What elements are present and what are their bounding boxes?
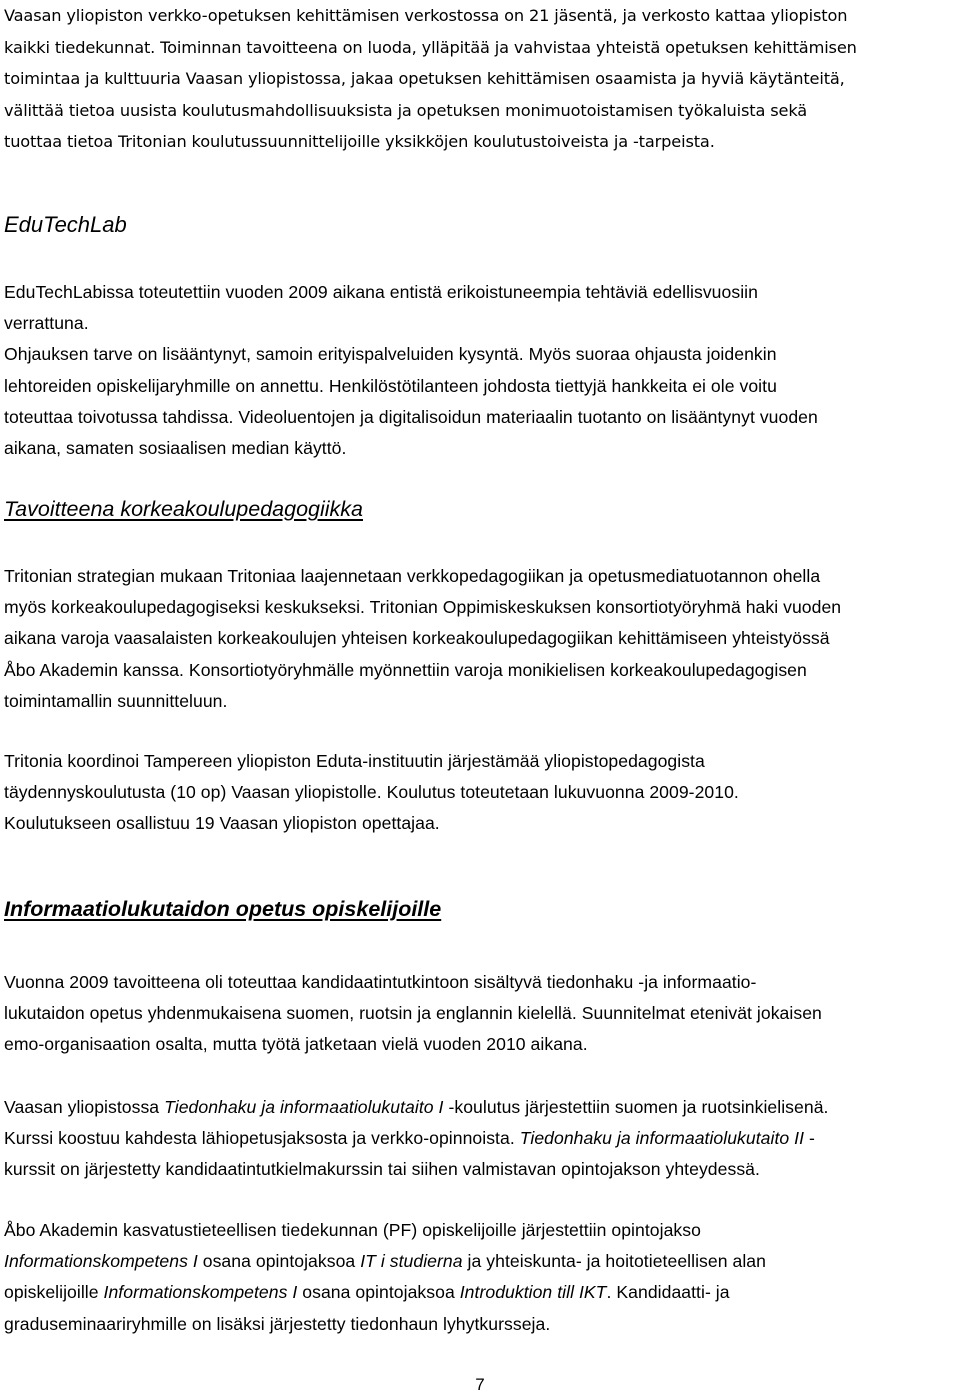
text-line: Ohjauksen tarve on lisääntynyt, samoin erityispalveluiden kysyntä. Myös suoraa ohjausta joidenkin bbox=[4, 344, 777, 365]
text-span: ja yhteiskunta- ja hoitotieteellisen alan bbox=[462, 1251, 766, 1272]
text-line: Åbo Akademin kasvatustieteellisen tiedekunnan (PF) opiskelijoille järjestettiin opintojakso bbox=[4, 1220, 701, 1240]
text-line: Tritonia koordinoi Tampereen yliopiston Eduta-instituutin järjestämää yliopistopedagogista bbox=[4, 751, 705, 771]
page-number: 7 bbox=[475, 1375, 485, 1394]
text-span: Vaasan yliopistossa bbox=[4, 1097, 165, 1117]
text-span: osana opintojaksoa bbox=[197, 1251, 361, 1272]
text-span: - bbox=[804, 1128, 815, 1149]
text-line: toimintaa ja kulttuuria Vaasan yliopistossa, jakaa opetuksen kehittämisen osaamista ja hyviä käytänteitä, bbox=[4, 69, 845, 89]
text-span: -koulutus järjestettiin suomen ja ruotsinkielisenä. bbox=[443, 1097, 829, 1117]
text-line: välittää tietoa uusista koulutusmahdollisuuksista ja opetuksen monimuotoistamisen työkaluista sekä bbox=[4, 100, 808, 120]
infolit-paragraph-2 bbox=[4, 1092, 958, 1186]
text-line: tuottaa tietoa Tritonian koulutussuunnittelijoille yksikköjen koulutustoiveista ja -tarpeista. bbox=[4, 132, 715, 152]
text-line bbox=[4, 1123, 958, 1154]
text-line: Koulutukseen osallistuu 19 Vaasan yliopiston opettajaa. bbox=[4, 813, 440, 834]
text-line: toteuttaa toivotussa tahdissa. Videoluentojen ja digitalisoidun materiaalin tuotanto on lisääntynyt vuoden bbox=[4, 406, 818, 427]
text-line: EduTechLabissa toteutettiin vuoden 2009 aikana entistä erikoistuneempia tehtäviä edellisvuosiin bbox=[4, 282, 758, 302]
edutechlab-paragraph bbox=[4, 277, 958, 464]
intro-paragraph bbox=[4, 0, 958, 158]
text-line: aikana varoja vaasalaisten korkeakoulujen yhteisen korkeakoulupedagogiikan kehittämiseen yhteistyössä bbox=[4, 628, 830, 649]
text-span: Kurssi koostuu kahdesta lähiopetusjaksosta ja verkko-opinnoista. bbox=[4, 1128, 520, 1149]
pedagogy-paragraph-2 bbox=[4, 746, 958, 840]
text-span: opiskelijoille bbox=[4, 1282, 104, 1303]
course-title: Tiedonhaku ja informaatiolukutaito I bbox=[164, 1097, 444, 1117]
text-line: Vuonna 2009 tavoitteena oli toteuttaa kandidaatintutkintoon sisältyvä tiedonhaku -ja informaatio- bbox=[4, 972, 757, 992]
course-title: Informationskompetens I bbox=[103, 1282, 298, 1303]
text-line: kaikki tiedekunnat. Toiminnan tavoitteena on luoda, ylläpitää ja vahvistaa yhteistä opetuksen kehittämisen bbox=[4, 37, 857, 57]
course-title: Introduktion till IKT bbox=[459, 1282, 607, 1303]
pedagogy-paragraph-1 bbox=[4, 561, 958, 717]
text-line: täydennyskoulutusta (10 op) Vaasan yliopistolle. Koulutus toteutetaan lukuvuonna 2009-2010. bbox=[4, 782, 739, 803]
course-title: IT i studierna bbox=[360, 1251, 463, 1272]
text-line: Vaasan yliopiston verkko-opetuksen kehittämisen verkostossa on 21 jäsentä, ja verkosto kattaa yliopiston bbox=[4, 6, 848, 25]
pedagogy-heading: Tavoitteena korkeakoulupedagogiikka bbox=[4, 497, 363, 521]
course-title: Informationskompetens I bbox=[4, 1251, 198, 1272]
text-line: aikana, samaten sosiaalisen median käyttö. bbox=[4, 438, 347, 459]
edutechlab-heading: EduTechLab bbox=[4, 212, 127, 237]
infolit-paragraph-3 bbox=[4, 1215, 958, 1340]
text-line: toimintamallin suunnitteluun. bbox=[4, 690, 228, 711]
infolit-paragraph-1 bbox=[4, 967, 958, 1061]
course-title: Tiedonhaku ja informaatiolukutaito II bbox=[519, 1128, 805, 1149]
text-line: emo-organisaation osalta, mutta työtä jatketaan vielä vuoden 2010 aikana. bbox=[4, 1034, 588, 1055]
text-line: verrattuna. bbox=[4, 313, 89, 334]
infolit-heading: Informaatiolukutaidon opetus opiskelijoille bbox=[4, 897, 442, 921]
text-line: lukutaidon opetus yhdenmukaisena suomen, ruotsin ja englannin kielellä. Suunnitelmat etenivät jokaisen bbox=[4, 1003, 822, 1024]
text-span: osana opintojaksoa bbox=[297, 1282, 460, 1303]
text-line: lehtoreiden opiskelijaryhmille on annettu. Henkilöstötilanteen johdosta tiettyjä hankkeita ei ole voitu bbox=[4, 375, 777, 396]
text-line bbox=[4, 1246, 958, 1277]
text-line bbox=[4, 1277, 958, 1308]
text-line bbox=[4, 1092, 958, 1123]
text-line: myös korkeakoulupedagogiseksi keskukseksi. Tritonian Oppimiskeskuksen konsortiotyöryhmä haki vuoden bbox=[4, 597, 842, 618]
text-line: Åbo Akademin kanssa. Konsortiotyöryhmälle myönnettiin varoja monikielisen korkeakoulupedagogisen bbox=[4, 659, 807, 680]
text-span: . Kandidaatti- ja bbox=[606, 1282, 730, 1303]
text-line: kurssit on järjestetty kandidaatintutkielmakurssin tai siihen valmistavan opintojakson yhteydessä. bbox=[4, 1159, 760, 1180]
text-line: graduseminaariryhmille on lisäksi järjestetty tiedonhaun lyhytkursseja. bbox=[4, 1313, 551, 1334]
text-line: Tritonian strategian mukaan Tritoniaa laajennetaan verkkopedagogiikan ja opetusmediatuotannon ohella bbox=[4, 566, 821, 586]
